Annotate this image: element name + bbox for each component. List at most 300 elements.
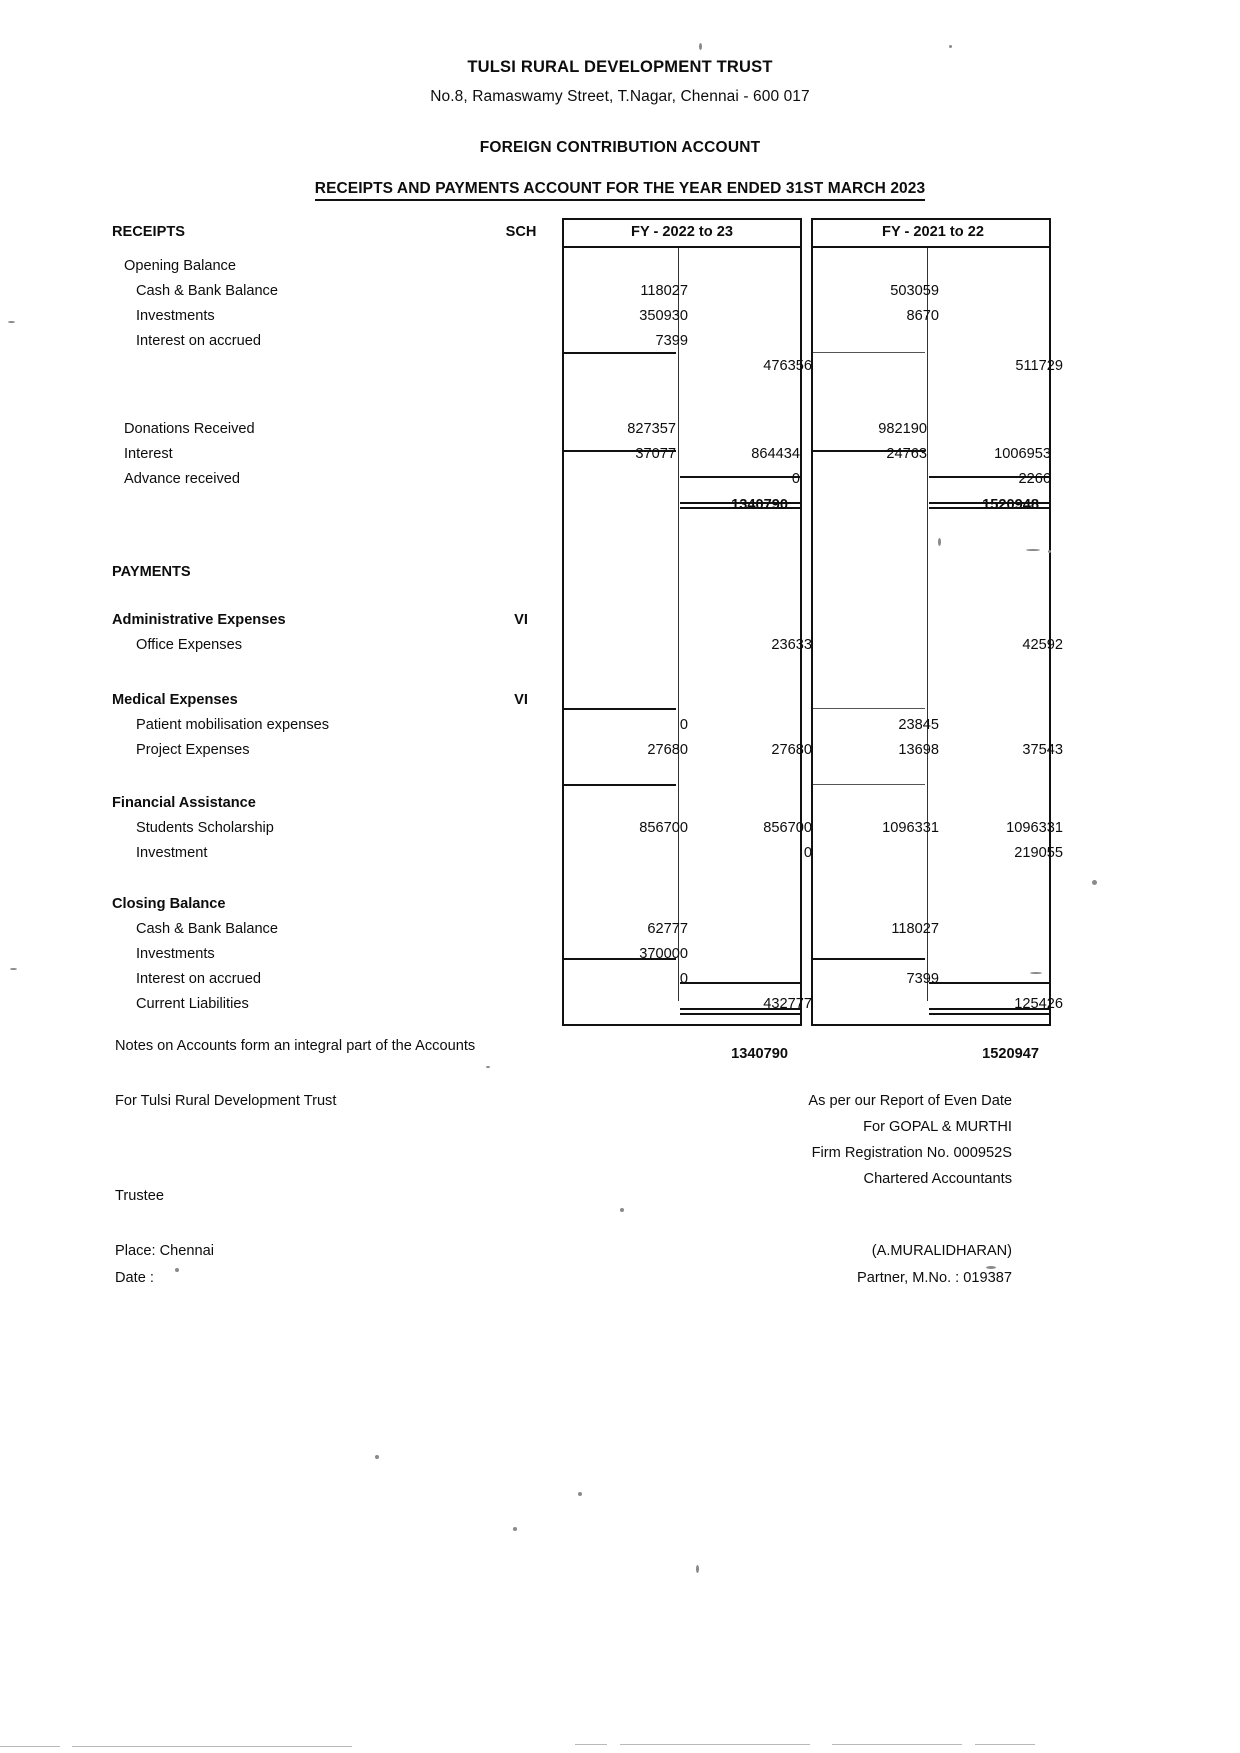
organisation-address: No.8, Ramaswamy Street, T.Nagar, Chennai - 600 017 <box>430 88 810 105</box>
value-cy-b <box>706 278 826 303</box>
section-spacer <box>112 518 1017 558</box>
section-spacer <box>112 865 1017 891</box>
value-py-a: 24763 <box>886 445 927 462</box>
scan-speck <box>8 321 15 323</box>
value-cy-b <box>694 416 814 441</box>
spacer <box>552 491 562 518</box>
table-row <box>112 916 1017 941</box>
account-type-title: FOREIGN CONTRIBUTION ACCOUNT <box>479 139 761 156</box>
value-cy-a: 827357 <box>627 420 676 437</box>
group-title-financial-assistance: Financial Assistance <box>112 794 256 811</box>
year-previous-values <box>825 466 1065 491</box>
row-sch <box>514 303 576 328</box>
year-previous-values <box>837 328 1077 353</box>
row-label: Patient mobilisation expenses <box>136 716 330 733</box>
row-label: Office Expenses <box>136 636 242 653</box>
year-current-values <box>586 303 826 328</box>
spacer <box>490 378 552 416</box>
year-previous-values <box>837 941 1077 966</box>
year-current-values <box>586 278 826 303</box>
value-cy-b <box>706 966 826 991</box>
spacer <box>552 762 562 790</box>
year-current-values <box>562 1040 802 1067</box>
spacer <box>112 1016 490 1040</box>
spacer <box>813 891 1053 916</box>
year-current-values <box>586 966 826 991</box>
spacer <box>552 865 562 891</box>
value-cy-a <box>586 632 706 657</box>
signature-block-right <box>808 1088 1012 1192</box>
value-cy-b: 0 <box>791 470 800 487</box>
section-spacer <box>112 1016 1017 1040</box>
value-py-a <box>837 941 957 966</box>
spacer <box>490 865 552 891</box>
scan-speck <box>1048 550 1051 553</box>
trustee-label: Trustee <box>115 1188 164 1204</box>
row-group-title <box>112 891 1017 916</box>
year-previous-values <box>837 966 1077 991</box>
value-py-a: 118027 <box>891 920 939 937</box>
spacer <box>813 865 1053 891</box>
spacer <box>552 790 562 815</box>
value-py-b <box>957 966 1077 991</box>
sch-empty <box>502 253 564 278</box>
spacer <box>564 416 574 441</box>
column-header-sch: SCH <box>505 223 537 240</box>
place-date-block <box>115 1238 214 1292</box>
year-current-values <box>586 712 826 737</box>
group-sch: VI <box>514 611 528 628</box>
auditor-designation-line: Chartered Accountants <box>863 1171 1012 1187</box>
value-cell <box>825 253 945 278</box>
value-py-b <box>957 712 1077 737</box>
table-row <box>112 466 1051 491</box>
value-cy-a <box>586 840 706 865</box>
spacer <box>813 585 1053 607</box>
year2-header-underline <box>811 246 1051 248</box>
spacer <box>514 916 576 941</box>
spacer <box>813 607 1053 632</box>
label-opening-balance: Opening Balance <box>124 257 236 274</box>
row-label: Project Expenses <box>136 741 250 758</box>
value-py-b: 219055 <box>1014 844 1063 861</box>
value-py-b: 2266 <box>1018 470 1051 487</box>
scan-edge-line <box>575 1744 607 1745</box>
row-label: Investments <box>136 307 215 324</box>
scan-speck <box>486 1066 490 1068</box>
spacer <box>813 1016 1053 1040</box>
scan-speck <box>1030 972 1042 974</box>
value-py-b: 511729 <box>1015 357 1063 374</box>
spacer <box>514 966 576 991</box>
total-receipts-py: 1520948 <box>982 496 1039 513</box>
group-sch: VI <box>514 691 528 708</box>
value-py-a <box>837 632 957 657</box>
value-py-a: 982190 <box>878 420 927 437</box>
spacer <box>576 966 586 991</box>
spacer <box>112 585 490 607</box>
spacer <box>552 607 562 632</box>
year-current-values <box>574 466 814 491</box>
year-current-values <box>586 632 826 657</box>
section-spacer <box>112 762 1017 790</box>
value-py-b <box>957 328 1077 353</box>
spacer <box>552 891 562 916</box>
spacer <box>562 657 802 687</box>
value-cy-b <box>706 303 826 328</box>
value-cell <box>813 1040 933 1067</box>
year-previous-values <box>837 840 1077 865</box>
row-label <box>112 353 514 378</box>
auditor-frn-line: Firm Registration No. 000952S <box>811 1145 1012 1161</box>
row-label: Cash & Bank Balance <box>136 920 278 937</box>
table-row <box>112 416 1017 441</box>
year-current-values <box>586 916 826 941</box>
spacer <box>552 657 562 687</box>
year-previous-values <box>837 737 1077 762</box>
spacer <box>112 762 490 790</box>
spacer <box>490 762 552 790</box>
spacer <box>576 353 586 378</box>
partner-name: (A.MURALIDHARAN) <box>871 1243 1012 1259</box>
row-sch <box>502 466 564 491</box>
value-py-b <box>957 278 1077 303</box>
value-cell <box>562 1040 682 1067</box>
value-py-a: 13698 <box>898 741 939 758</box>
spacer <box>564 466 574 491</box>
value-py-a: 8670 <box>906 307 939 324</box>
scan-edge-line <box>620 1744 810 1745</box>
scan-speck <box>1092 880 1097 885</box>
value-cy-a: 370000 <box>639 945 688 962</box>
value-cy-b: 856700 <box>763 819 812 836</box>
value-cy-b: 0 <box>803 844 812 861</box>
column-header-fy-2022-23: FY - 2022 to 23 <box>631 223 733 240</box>
value-py-b: 1096331 <box>1006 819 1063 836</box>
section-spacer <box>112 585 1017 607</box>
scan-edge-line <box>72 1746 352 1747</box>
section-spacer <box>112 378 1017 416</box>
value-cy-a: 0 <box>679 716 688 733</box>
value-cy-a: 856700 <box>639 819 688 836</box>
spacer <box>576 303 586 328</box>
value-py-b <box>957 916 1077 941</box>
year-previous-values <box>837 815 1077 840</box>
value-cell <box>813 491 933 518</box>
group-sch <box>490 790 552 815</box>
spacer <box>514 941 576 966</box>
year1-header-underline <box>562 246 802 248</box>
group-sch <box>490 891 552 916</box>
column-header-receipts: RECEIPTS <box>112 223 185 240</box>
year-previous-values <box>813 491 1053 518</box>
value-py-a <box>825 466 945 491</box>
spacer <box>576 815 586 840</box>
auditor-firm-line: For GOPAL & MURTHI <box>863 1119 1012 1135</box>
value-cy-b: 432777 <box>763 995 812 1012</box>
table-row <box>112 941 1017 966</box>
spacer <box>562 607 802 632</box>
value-py-a <box>837 840 957 865</box>
scan-edge-line <box>832 1744 962 1745</box>
year-previous-values <box>837 353 1077 378</box>
spacer <box>112 378 490 416</box>
spacer <box>813 687 1053 712</box>
signature-block-left <box>115 1088 336 1114</box>
row-sch <box>502 416 564 441</box>
organisation-name: TULSI RURAL DEVELOPMENT TRUST <box>467 58 773 76</box>
row-payments-heading <box>112 558 1017 585</box>
partner-block <box>857 1238 1012 1292</box>
row-label: Cash & Bank Balance <box>136 282 278 299</box>
table-row <box>112 278 1017 303</box>
value-cy-a: 62777 <box>647 920 688 937</box>
spacer <box>813 558 1053 585</box>
value-cy-a <box>586 353 706 378</box>
table-row <box>112 712 1017 737</box>
value-cy-b: 23633 <box>771 636 812 653</box>
scan-speck <box>375 1455 379 1459</box>
value-cy-b <box>706 916 826 941</box>
spacer <box>514 815 576 840</box>
spacer <box>490 1040 552 1067</box>
value-cy-a: 350930 <box>639 307 688 324</box>
value-cy-a <box>586 991 706 1016</box>
value-cy-b <box>706 941 826 966</box>
value-cy-b <box>706 712 826 737</box>
spacer <box>552 1016 562 1040</box>
spacer <box>576 632 586 657</box>
receipts-and-payments-table <box>112 218 1063 1067</box>
value-py-a <box>837 991 957 1016</box>
row-label: Donations Received <box>124 420 255 437</box>
value-cell <box>945 253 1065 278</box>
table-row <box>112 840 1063 865</box>
scan-speck <box>699 43 702 50</box>
spacer <box>490 1016 552 1040</box>
spacer <box>576 840 586 865</box>
date-line: Date : <box>115 1270 154 1286</box>
spacer <box>112 518 490 558</box>
scan-speck <box>620 1208 624 1212</box>
value-cell <box>574 253 694 278</box>
spacer <box>562 865 802 891</box>
table-header-row <box>112 218 1017 245</box>
scan-speck <box>938 538 941 546</box>
value-cy-a: 37077 <box>635 445 676 462</box>
value-cy-b: 476356 <box>763 357 812 374</box>
year-current-values <box>574 441 814 466</box>
spacer <box>552 558 562 585</box>
year-previous-values <box>813 1040 1053 1067</box>
year-previous-values <box>837 303 1077 328</box>
row-opening-balance-subtotal <box>112 353 1063 378</box>
value-py-b: 125426 <box>1014 995 1063 1012</box>
total-payments-cy: 1340790 <box>731 1045 788 1062</box>
spacer <box>552 585 562 607</box>
value-py-a <box>837 353 957 378</box>
year-current-values <box>586 815 826 840</box>
row-sch <box>502 441 564 466</box>
year-current-values <box>574 253 814 278</box>
table-row <box>112 328 1017 353</box>
year-current-values <box>562 491 802 518</box>
table-row <box>112 632 1063 657</box>
table-row <box>112 966 1017 991</box>
scan-speck <box>175 1268 179 1272</box>
year-current-values <box>586 991 826 1016</box>
spacer <box>564 441 574 466</box>
spacer <box>514 840 576 865</box>
spacer <box>490 558 552 585</box>
year-previous-values <box>825 441 1065 466</box>
spacer <box>813 518 1053 558</box>
spacer <box>813 762 1053 790</box>
spacer <box>562 518 802 558</box>
spacer <box>813 790 1053 815</box>
spacer <box>490 518 552 558</box>
scan-edge-line <box>0 1746 60 1747</box>
notes-on-accounts: Notes on Accounts form an integral part of the Accounts <box>115 1038 476 1054</box>
year-previous-values <box>837 278 1077 303</box>
value-cy-a: 7399 <box>655 332 688 349</box>
spacer <box>562 790 802 815</box>
spacer <box>576 991 586 1016</box>
scan-speck <box>10 968 17 970</box>
section-heading-payments: PAYMENTS <box>112 563 191 580</box>
spacer <box>552 687 562 712</box>
value-cy-a: 118027 <box>640 282 688 299</box>
spacer <box>514 712 576 737</box>
value-py-b: 1006953 <box>994 445 1051 462</box>
auditor-report-line: As per our Report of Even Date <box>808 1093 1012 1109</box>
value-py-a: 1096331 <box>882 819 939 836</box>
spacer <box>490 657 552 687</box>
value-py-a: 503059 <box>890 282 939 299</box>
row-group-title <box>112 607 1017 632</box>
year-previous-values <box>837 991 1077 1016</box>
partner-membership: Partner, M.No. : 019387 <box>857 1270 1012 1286</box>
row-sch <box>514 328 576 353</box>
document-header <box>0 58 1240 201</box>
spacer <box>562 891 802 916</box>
row-label: Interest on accrued <box>136 970 261 987</box>
spacer <box>562 1016 802 1040</box>
spacer <box>813 378 1053 416</box>
spacer <box>562 378 802 416</box>
year-previous-values <box>837 916 1077 941</box>
total-payments-py: 1520947 <box>982 1045 1039 1062</box>
row-label: Investment <box>136 844 208 861</box>
value-cy-a: 0 <box>679 970 688 987</box>
row-label: Advance received <box>124 470 241 487</box>
group-title-closing-balance: Closing Balance <box>112 895 226 912</box>
value-cell <box>562 491 682 518</box>
scan-speck <box>949 45 952 48</box>
table-row <box>112 737 1063 762</box>
spacer <box>552 378 562 416</box>
spacer <box>514 991 576 1016</box>
year-current-values <box>586 328 826 353</box>
value-py-b <box>957 941 1077 966</box>
spacer <box>514 737 576 762</box>
value-cy-a <box>574 466 694 491</box>
spacer <box>562 687 802 712</box>
value-py-a: 23845 <box>898 716 939 733</box>
scan-speck <box>696 1565 699 1573</box>
spacer <box>112 865 490 891</box>
year-current-values <box>586 840 826 865</box>
value-cy-b <box>706 328 826 353</box>
value-cy-b: 864434 <box>751 445 800 462</box>
year-current-values <box>586 941 826 966</box>
value-cy-b: 27680 <box>771 741 812 758</box>
spacer <box>490 585 552 607</box>
year-previous-values <box>825 416 1065 441</box>
for-trust-line: For Tulsi Rural Development Trust <box>115 1093 337 1109</box>
row-sch <box>514 278 576 303</box>
value-cell <box>694 253 814 278</box>
spacer <box>552 518 562 558</box>
spacer <box>813 657 1053 687</box>
spacer <box>576 941 586 966</box>
year-current-values <box>586 737 826 762</box>
row-sch <box>514 353 576 378</box>
row-label: Interest on accrued <box>136 332 261 349</box>
table-row <box>112 815 1063 840</box>
year-previous-values <box>825 253 1065 278</box>
spacer <box>514 632 576 657</box>
spacer <box>576 712 586 737</box>
total-receipts-cy: 1340790 <box>731 496 788 513</box>
table-row <box>112 441 1051 466</box>
statement-title: RECEIPTS AND PAYMENTS ACCOUNT FOR THE YEAR ENDED 31ST MARCH 2023 <box>315 180 925 201</box>
column-header-fy-2021-22: FY - 2021 to 22 <box>882 223 984 240</box>
row-label: Current Liabilities <box>136 995 249 1012</box>
value-py-b <box>957 303 1077 328</box>
spacer <box>562 762 802 790</box>
spacer <box>576 916 586 941</box>
scan-speck <box>986 1266 996 1269</box>
year-current-values <box>574 416 814 441</box>
table-row <box>112 991 1063 1016</box>
group-title-administrative-expenses: Administrative Expenses <box>112 611 286 628</box>
row-opening-balance-title <box>112 253 1017 278</box>
spacer <box>576 737 586 762</box>
spacer <box>552 1040 562 1067</box>
place-line: Place: Chennai <box>115 1243 214 1259</box>
row-label: Students Scholarship <box>136 819 274 836</box>
year-previous-values <box>837 712 1077 737</box>
value-py-b: 42592 <box>1022 636 1063 653</box>
section-spacer <box>112 657 1017 687</box>
value-py-a <box>837 328 957 353</box>
row-label: Investments <box>136 945 215 962</box>
spacer <box>112 491 490 518</box>
spacer <box>576 278 586 303</box>
row-group-title <box>112 687 1017 712</box>
group-title-medical-expenses: Medical Expenses <box>112 691 238 708</box>
value-py-b <box>945 416 1065 441</box>
spacer <box>576 328 586 353</box>
value-py-b: 37543 <box>1022 741 1063 758</box>
spacer <box>564 253 574 278</box>
scan-speck <box>513 1527 517 1531</box>
row-receipts-total <box>112 491 1039 518</box>
scan-edge-line <box>975 1744 1035 1745</box>
table-row <box>112 303 1017 328</box>
year-current-values <box>586 353 826 378</box>
